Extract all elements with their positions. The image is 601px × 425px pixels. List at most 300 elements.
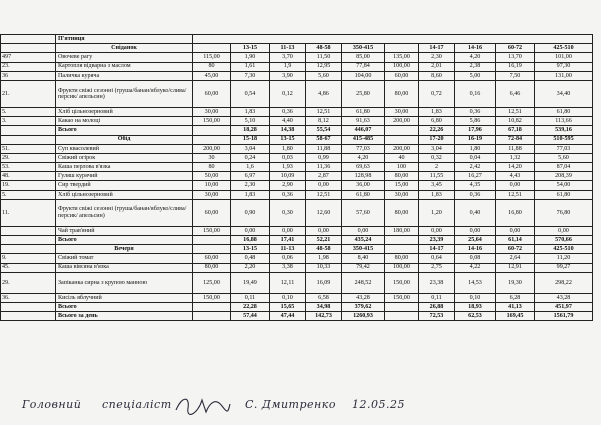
portion-weight: 80	[193, 163, 231, 172]
cell: 0,00	[419, 226, 455, 235]
norm-cell: 350-415	[342, 44, 385, 53]
signature-position: Головний	[22, 398, 82, 411]
cell: 16,09	[306, 272, 342, 293]
cell	[385, 312, 419, 321]
dish-row	[1, 172, 593, 181]
portion-weight: 40	[385, 153, 419, 162]
portion-weight: 150,00	[193, 117, 231, 126]
cell: 0,16	[455, 80, 496, 107]
portion-weight: 80,00	[385, 172, 419, 181]
cell: 23,38	[419, 272, 455, 293]
cell: 34,98	[306, 302, 342, 311]
cell: 1,83	[231, 190, 270, 199]
portion-weight: 30,00	[193, 190, 231, 199]
portion-weight: 80	[193, 62, 231, 71]
cell: 69,63	[342, 163, 385, 172]
cell: 0,24	[231, 153, 270, 162]
norm-cell: 48-58	[306, 245, 342, 254]
dish-code: 11.	[1, 199, 56, 226]
norm-cell: 13-15	[231, 245, 270, 254]
portion-weight: 180,00	[385, 226, 419, 235]
norm-cell: 350-415	[342, 245, 385, 254]
cell: 72,53	[419, 312, 455, 321]
cell: 18,93	[455, 302, 496, 311]
dish-name: Кисіль яблучний	[56, 293, 193, 302]
dish-code: 36	[1, 71, 56, 80]
cell: 6,58	[306, 293, 342, 302]
cell: 79,42	[342, 263, 385, 272]
norm-cell: 11-13	[270, 245, 306, 254]
breakfast-title: Сніданок	[56, 44, 193, 53]
cell: 2,75	[419, 263, 455, 272]
dish-name: Овочеве рагу	[56, 53, 193, 62]
cell: 43,28	[342, 293, 385, 302]
cell: 298,22	[535, 272, 593, 293]
dish-name: Запіканка сирна з крупою манною	[56, 272, 193, 293]
cell: 7,50	[496, 71, 535, 80]
dish-code: 19.	[1, 181, 56, 190]
dish-code: 3.	[1, 117, 56, 126]
portion-weight: 100	[385, 163, 419, 172]
cell: 16,19	[496, 62, 535, 71]
cell: 4,86	[306, 80, 342, 107]
cell: 91,63	[342, 117, 385, 126]
portion-weight: 80,00	[385, 199, 419, 226]
cell: 12,51	[496, 190, 535, 199]
cell: 26,88	[419, 302, 455, 311]
dish-code: 36.	[1, 293, 56, 302]
cell: 0,00	[496, 226, 535, 235]
cell	[385, 302, 419, 311]
cell	[1, 245, 56, 254]
norm-cell: 16-19	[455, 135, 496, 144]
portion-weight: 10,00	[193, 181, 231, 190]
cell: 1,80	[270, 144, 306, 153]
cell: 539,16	[535, 126, 593, 135]
dish-name: Фрукти свіжі сезонні (груша/банан/яблуко/слива/персик/ апельсин)	[56, 199, 193, 226]
cell	[1, 312, 56, 321]
cell: 0,00	[306, 181, 342, 190]
portion-weight: 150,00	[385, 293, 419, 302]
cell: 2,20	[231, 263, 270, 272]
dish-code: 48.	[1, 172, 56, 181]
cell: 0,54	[231, 80, 270, 107]
cell: 61,80	[342, 107, 385, 116]
cell: 5,10	[231, 117, 270, 126]
dish-row	[1, 153, 593, 162]
cell: 23,39	[419, 236, 455, 245]
cell: 10,82	[496, 117, 535, 126]
dish-code	[1, 226, 56, 235]
cell: 101,00	[535, 53, 593, 62]
dish-row	[1, 263, 593, 272]
cell: 208,39	[535, 172, 593, 181]
portion-weight: 100,00	[385, 62, 419, 71]
cell: 77,84	[342, 62, 385, 71]
cell: 12,11	[270, 272, 306, 293]
dish-code: 53.	[1, 163, 56, 172]
dish-row	[1, 80, 593, 107]
cell	[1, 135, 56, 144]
cell: 5,60	[306, 71, 342, 80]
cell: 3,90	[270, 71, 306, 80]
cell: 12,51	[496, 107, 535, 116]
dish-code: 497	[1, 53, 56, 62]
portion-weight: 30,00	[385, 190, 419, 199]
cell	[193, 236, 231, 245]
cell: 3,38	[270, 263, 306, 272]
cell: 2	[419, 163, 455, 172]
portion-weight: 60,00	[193, 80, 231, 107]
cell: 1,61	[231, 62, 270, 71]
cell: 1,83	[419, 190, 455, 199]
total-label: Всього	[56, 126, 193, 135]
cell: 3,04	[419, 144, 455, 153]
cell: 1,80	[455, 144, 496, 153]
cell: 1,32	[496, 153, 535, 162]
portion-weight: 30	[193, 153, 231, 162]
dish-row	[1, 107, 593, 116]
dish-name: Картопля відварна з маслом	[56, 62, 193, 71]
dish-name: Каша вівсяна в'язка	[56, 263, 193, 272]
cell: 0,04	[455, 153, 496, 162]
cell: 11,88	[496, 144, 535, 153]
portion-weight: 80,00	[385, 80, 419, 107]
cell: 248,52	[342, 272, 385, 293]
cell: 0,00	[306, 226, 342, 235]
cell: 2,42	[455, 163, 496, 172]
cell: 2,64	[496, 254, 535, 263]
cell: 10,09	[270, 172, 306, 181]
cell: 131,00	[535, 71, 593, 80]
cell: 99,27	[535, 263, 593, 272]
dish-row	[1, 272, 593, 293]
cell: 61,80	[535, 190, 593, 199]
cell: 0,10	[455, 293, 496, 302]
cell: 17,96	[455, 126, 496, 135]
cell: 6,46	[496, 80, 535, 107]
cell: 85,00	[342, 53, 385, 62]
signature-date: 12.05.25	[352, 398, 405, 411]
portion-weight: 60,00	[385, 71, 419, 80]
dish-name: Какао на молоці	[56, 117, 193, 126]
lunch-header-row	[1, 135, 593, 144]
cell: 11,55	[419, 172, 455, 181]
cell: 4,20	[455, 53, 496, 62]
portion-weight: 60,00	[193, 199, 231, 226]
cell: 36,00	[342, 181, 385, 190]
cell: 8,60	[419, 71, 455, 80]
cell: 435,24	[342, 236, 385, 245]
cell	[193, 126, 231, 135]
cell: 57,44	[231, 312, 270, 321]
dish-row	[1, 199, 593, 226]
cell: 16,88	[231, 236, 270, 245]
dish-name: Гуляш курячий	[56, 172, 193, 181]
cell: 0,36	[270, 190, 306, 199]
breakfast-total-row	[1, 126, 593, 135]
cell	[193, 245, 231, 254]
cell: 87,04	[535, 163, 593, 172]
portion-weight: 50,00	[193, 172, 231, 181]
norm-cell: 510-595	[535, 135, 593, 144]
cell: 5,00	[455, 71, 496, 80]
cell: 16,80	[496, 199, 535, 226]
cell: 6,28	[496, 293, 535, 302]
dish-row	[1, 181, 593, 190]
cell: 61,80	[535, 107, 593, 116]
cell	[1, 44, 56, 53]
cell: 113,66	[535, 117, 593, 126]
cell: 0,00	[455, 226, 496, 235]
cell: 0,03	[270, 153, 306, 162]
cell: 6,97	[231, 172, 270, 181]
dinner-total-row	[1, 302, 593, 311]
cell: 47,44	[270, 312, 306, 321]
breakfast-header-row	[1, 44, 593, 53]
cell: 22,26	[419, 126, 455, 135]
cell: 0,30	[270, 199, 306, 226]
portion-weight: 100,00	[385, 263, 419, 272]
total-label: Всього	[56, 302, 193, 311]
signature-name: С. Дмитренко	[245, 398, 336, 411]
cell: 19,49	[231, 272, 270, 293]
portion-weight: 125,00	[193, 272, 231, 293]
cell: 0,00	[270, 226, 306, 235]
dish-name: Свіжий огірок	[56, 153, 193, 162]
dish-row	[1, 71, 593, 80]
cell	[193, 44, 231, 53]
cell: 5,60	[535, 153, 593, 162]
norm-cell: 15-18	[231, 135, 270, 144]
day-row	[1, 35, 593, 44]
cell: 0,00	[535, 226, 593, 235]
cell: 77,03	[342, 144, 385, 153]
cell: 451,97	[535, 302, 593, 311]
cell: 61,80	[342, 190, 385, 199]
cell: 2,30	[419, 53, 455, 62]
cell: 0,36	[270, 107, 306, 116]
norm-cell: 58-67	[306, 135, 342, 144]
cell: 1,20	[419, 199, 455, 226]
dish-name: Хліб цільнозерновий	[56, 190, 193, 199]
cell: 169,45	[496, 312, 535, 321]
cell: 14,53	[455, 272, 496, 293]
cell: 0,32	[419, 153, 455, 162]
cell: 1561,79	[535, 312, 593, 321]
cell	[193, 35, 593, 44]
cell: 4,40	[270, 117, 306, 126]
dish-name: Фрукти свіжі сезонні (груша/банан/яблуко/слива/персик/ апельсин)	[56, 80, 193, 107]
cell: 0,00	[342, 226, 385, 235]
cell: 1,83	[419, 107, 455, 116]
cell: 10,33	[306, 263, 342, 272]
cell: 19,30	[496, 272, 535, 293]
cell: 446,07	[342, 126, 385, 135]
dish-row	[1, 53, 593, 62]
cell: 0,99	[306, 153, 342, 162]
cell: 54,00	[535, 181, 593, 190]
cell: 0,64	[419, 254, 455, 263]
lunch-title: Обід	[56, 135, 193, 144]
cell: 41,13	[496, 302, 535, 311]
dinner-header-row	[1, 245, 593, 254]
cell: 11,88	[306, 144, 342, 153]
norm-cell: 425-510	[535, 245, 593, 254]
cell: 11,20	[535, 254, 593, 263]
cell: 25,64	[455, 236, 496, 245]
cell: 0,08	[455, 254, 496, 263]
portion-weight: 150,00	[193, 226, 231, 235]
cell: 1,98	[306, 254, 342, 263]
dish-code: 5.	[1, 107, 56, 116]
portion-weight: 30,00	[385, 107, 419, 116]
cell: 2,01	[419, 62, 455, 71]
norm-cell: 14-16	[455, 245, 496, 254]
portion-weight: 45,00	[193, 71, 231, 80]
cell	[385, 245, 419, 254]
cell: 1,9	[270, 62, 306, 71]
cell: 0,11	[231, 293, 270, 302]
norm-cell: 13-15	[270, 135, 306, 144]
cell: 5,86	[455, 117, 496, 126]
cell: 14,38	[270, 126, 306, 135]
dish-name: Чай трав'яний	[56, 226, 193, 235]
cell: 22,28	[231, 302, 270, 311]
cell	[385, 236, 419, 245]
cell	[1, 35, 56, 44]
cell: 104,00	[342, 71, 385, 80]
dish-row	[1, 293, 593, 302]
norm-cell: 14-17	[419, 245, 455, 254]
cell: 1260,93	[342, 312, 385, 321]
dish-code: 23.	[1, 62, 56, 71]
cell: 11,50	[306, 53, 342, 62]
cell: 61,14	[496, 236, 535, 245]
portion-weight: 150,00	[193, 293, 231, 302]
cell: 1,83	[231, 107, 270, 116]
dish-name: Каша перлова в'язка	[56, 163, 193, 172]
cell: 4,35	[455, 181, 496, 190]
cell: 12,91	[496, 263, 535, 272]
portion-weight: 200,00	[385, 144, 419, 153]
cell	[385, 126, 419, 135]
cell: 8,40	[342, 254, 385, 263]
cell: 3,45	[419, 181, 455, 190]
cell: 0,11	[419, 293, 455, 302]
cell: 379,62	[342, 302, 385, 311]
cell	[1, 126, 56, 135]
portion-weight: 15,00	[385, 181, 419, 190]
cell: 52,21	[306, 236, 342, 245]
cell: 62,53	[455, 312, 496, 321]
dish-row	[1, 117, 593, 126]
cell: 4,43	[496, 172, 535, 181]
dish-name: Суп квасолевий	[56, 144, 193, 153]
cell	[1, 302, 56, 311]
handwritten-signature	[172, 392, 232, 418]
portion-weight: 135,00	[385, 53, 419, 62]
cell: 76,80	[535, 199, 593, 226]
dish-name: Хліб цільнозерновий	[56, 107, 193, 116]
dish-code: 9.	[1, 254, 56, 263]
cell	[1, 236, 56, 245]
cell: 0,36	[455, 107, 496, 116]
cell: 6,80	[419, 117, 455, 126]
cell: 4,20	[342, 153, 385, 162]
portion-weight: 115,00	[193, 53, 231, 62]
norm-cell: 14-17	[419, 44, 455, 53]
cell: 16,27	[455, 172, 496, 181]
total-label: Всього	[56, 236, 193, 245]
dish-code: 29.	[1, 153, 56, 162]
dinner-title: Вечеря	[56, 245, 193, 254]
menu-table	[0, 34, 593, 321]
portion-weight: 200,00	[385, 117, 419, 126]
norm-cell: 11-13	[270, 44, 306, 53]
cell: 11,36	[306, 163, 342, 172]
cell: 142,73	[306, 312, 342, 321]
cell	[193, 302, 231, 311]
norm-cell: 14-16	[455, 44, 496, 53]
cell: 12,51	[306, 190, 342, 199]
cell: 1,90	[231, 53, 270, 62]
portion-weight: 150,00	[385, 272, 419, 293]
cell	[385, 135, 419, 144]
signature-title: спеціаліст	[102, 398, 172, 411]
norm-cell: 60-72	[496, 44, 535, 53]
day-total-row	[1, 312, 593, 321]
day-title: П'ятниця	[56, 35, 193, 44]
dish-code: 5.	[1, 190, 56, 199]
dish-row	[1, 163, 593, 172]
cell: 12,51	[306, 107, 342, 116]
cell	[385, 44, 419, 53]
cell: 3,70	[270, 53, 306, 62]
cell: 128,98	[342, 172, 385, 181]
norm-cell: 13-15	[231, 44, 270, 53]
dish-row	[1, 226, 593, 235]
portion-weight: 30,00	[193, 107, 231, 116]
cell	[193, 135, 231, 144]
day-total-label: Всього за день	[56, 312, 193, 321]
cell: 1,93	[270, 163, 306, 172]
cell: 67,18	[496, 126, 535, 135]
cell: 0,90	[231, 199, 270, 226]
dish-name: Паличка куряча	[56, 71, 193, 80]
cell: 2,87	[306, 172, 342, 181]
dish-row	[1, 254, 593, 263]
cell: 0,10	[270, 293, 306, 302]
dish-row	[1, 62, 593, 71]
dish-code: 51.	[1, 144, 56, 153]
cell: 0,00	[496, 181, 535, 190]
cell: 1,6	[231, 163, 270, 172]
cell: 77,03	[535, 144, 593, 153]
norm-cell: 60-72	[496, 245, 535, 254]
cell: 2,30	[231, 181, 270, 190]
cell: 7,30	[231, 71, 270, 80]
portion-weight: 200,00	[193, 144, 231, 153]
cell: 2,38	[455, 62, 496, 71]
cell: 0,00	[231, 226, 270, 235]
cell: 18,28	[231, 126, 270, 135]
cell: 0,72	[419, 80, 455, 107]
cell: 17,41	[270, 236, 306, 245]
dish-code: 45.	[1, 263, 56, 272]
cell: 97,30	[535, 62, 593, 71]
dish-name: Свіжий томат	[56, 254, 193, 263]
